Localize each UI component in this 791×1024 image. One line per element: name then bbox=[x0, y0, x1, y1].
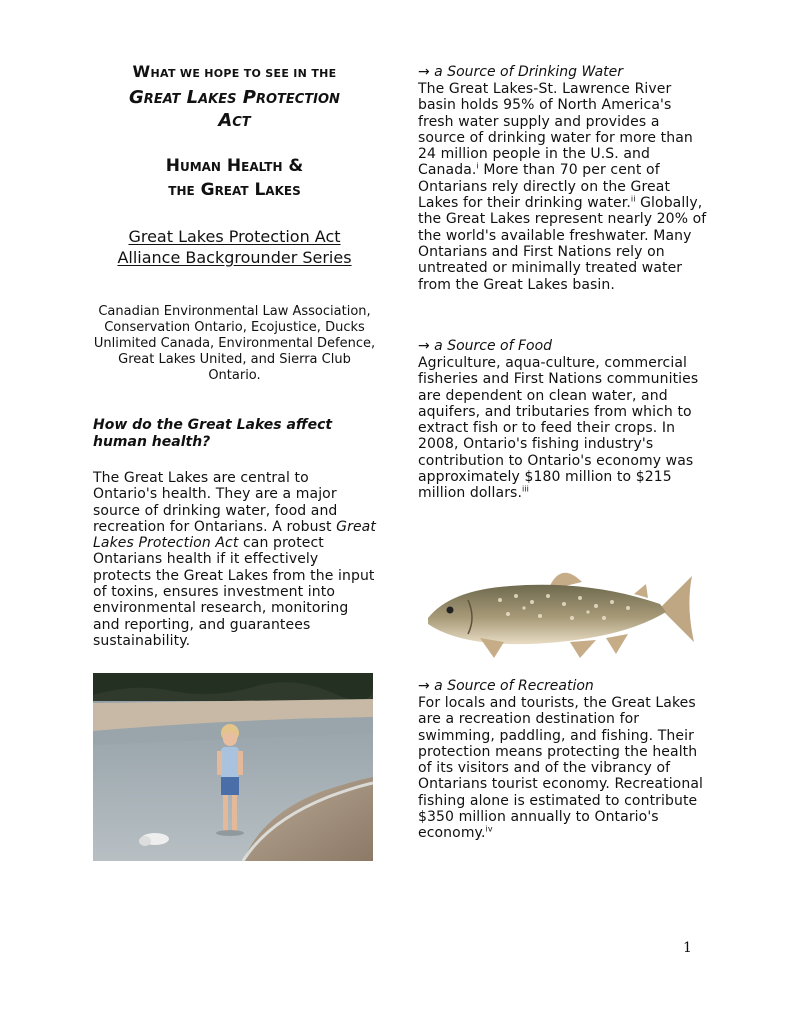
drinking-water-section bbox=[418, 64, 708, 293]
intro-paragraph bbox=[93, 470, 376, 649]
eyebrow-initial: W bbox=[132, 62, 151, 81]
fish-image bbox=[420, 560, 700, 660]
series-line-2: Alliance Backgrounder Series bbox=[117, 248, 352, 267]
subtitle-line-2: the Great Lakes bbox=[168, 180, 301, 200]
drinking-water-heading: → a Source of Drinking Water bbox=[418, 64, 624, 80]
recreation-body bbox=[418, 695, 708, 842]
footnote-ref-ii: ii bbox=[630, 194, 636, 204]
left-column bbox=[93, 62, 376, 649]
food-heading: → a Source of Food bbox=[418, 338, 553, 354]
recreation-text: For locals and tourists, the Great Lakes are a recreation destination for swimming, paddling, and fishing. Their protection means protecting the health of its visitors and of the vibrancy of Ontarians tourist economy. Recreational fishing alone is estimated to contribute $350 million annually to Ontario's economy. bbox=[418, 695, 703, 842]
eyebrow-text: HAT WE HOPE TO SEE IN THE bbox=[150, 67, 337, 80]
series-line-1: Great Lakes Protection Act bbox=[128, 227, 341, 246]
intro-act-name: Great Lakes Protection Act bbox=[93, 518, 376, 552]
eyebrow-heading bbox=[93, 62, 376, 84]
footnote-ref-iv: iv bbox=[485, 824, 493, 834]
drinking-text-1: The Great Lakes-St. Lawrence River basin holds 95% of North America's fresh water supply and provides a source of drinking water for more than 24 million people in the U.S. and Canada. bbox=[418, 81, 693, 179]
lake-trout-illustration bbox=[420, 560, 700, 660]
intro-text-2: can protect Ontarians health if it effectively protects the Great Lakes from the input of toxins, ensures investment into environmental research, monitoring and reporting, and guarantees sustainability. bbox=[93, 535, 375, 649]
organizations-list: Canadian Environmental Law Association, Conservation Ontario, Ecojustice, Ducks Unlimited Canada, Environmental Defence, Great Lakes United, and Sierra Club Ontario. bbox=[93, 304, 376, 383]
subtitle bbox=[93, 154, 376, 202]
title-line-1: Great Lakes Protection bbox=[129, 87, 340, 108]
subtitle-line-1: Human Health & bbox=[165, 156, 304, 176]
title-line-2: Act bbox=[218, 110, 251, 131]
drinking-text-2: More than 70 per cent of Ontarians rely directly on the Great Lakes for their drinking water. bbox=[418, 162, 671, 212]
recreation-heading: → a Source of Recreation bbox=[418, 678, 594, 694]
page-number: 1 bbox=[683, 940, 692, 956]
footnote-ref-iii: iii bbox=[522, 484, 529, 494]
intro-text-1: The Great Lakes are central to Ontario's health. They are a major source of drinking water, food and recreation for Ontarians. A robust bbox=[93, 470, 338, 535]
footnote-ref-i: i bbox=[476, 161, 479, 171]
drinking-water-body bbox=[418, 81, 708, 293]
beach-photo-image bbox=[93, 673, 373, 861]
recreation-section bbox=[418, 678, 708, 842]
food-body bbox=[418, 355, 708, 502]
child-beach-photo bbox=[93, 673, 373, 861]
intro-question: How do the Great Lakes affect human health? bbox=[93, 417, 333, 450]
page-title bbox=[93, 86, 376, 132]
series-title bbox=[93, 226, 376, 268]
food-text: Agriculture, aqua-culture, commercial fisheries and First Nations communities are dependent on clean water, and aquifers, and tributaries from which to extract fish or to feed their crops. In 2008, Ontario's fishing industry's contribution to Ontario's economy was approximately $180 million to $215 million dollars. bbox=[418, 355, 699, 502]
drinking-text-3: Globally, the Great Lakes represent nearly 20% of the world's available freshwater. Many Ontarians and First Nations rely on untreated or minimally treated water from the Great Lakes basin. bbox=[418, 195, 707, 293]
food-section bbox=[418, 338, 708, 502]
